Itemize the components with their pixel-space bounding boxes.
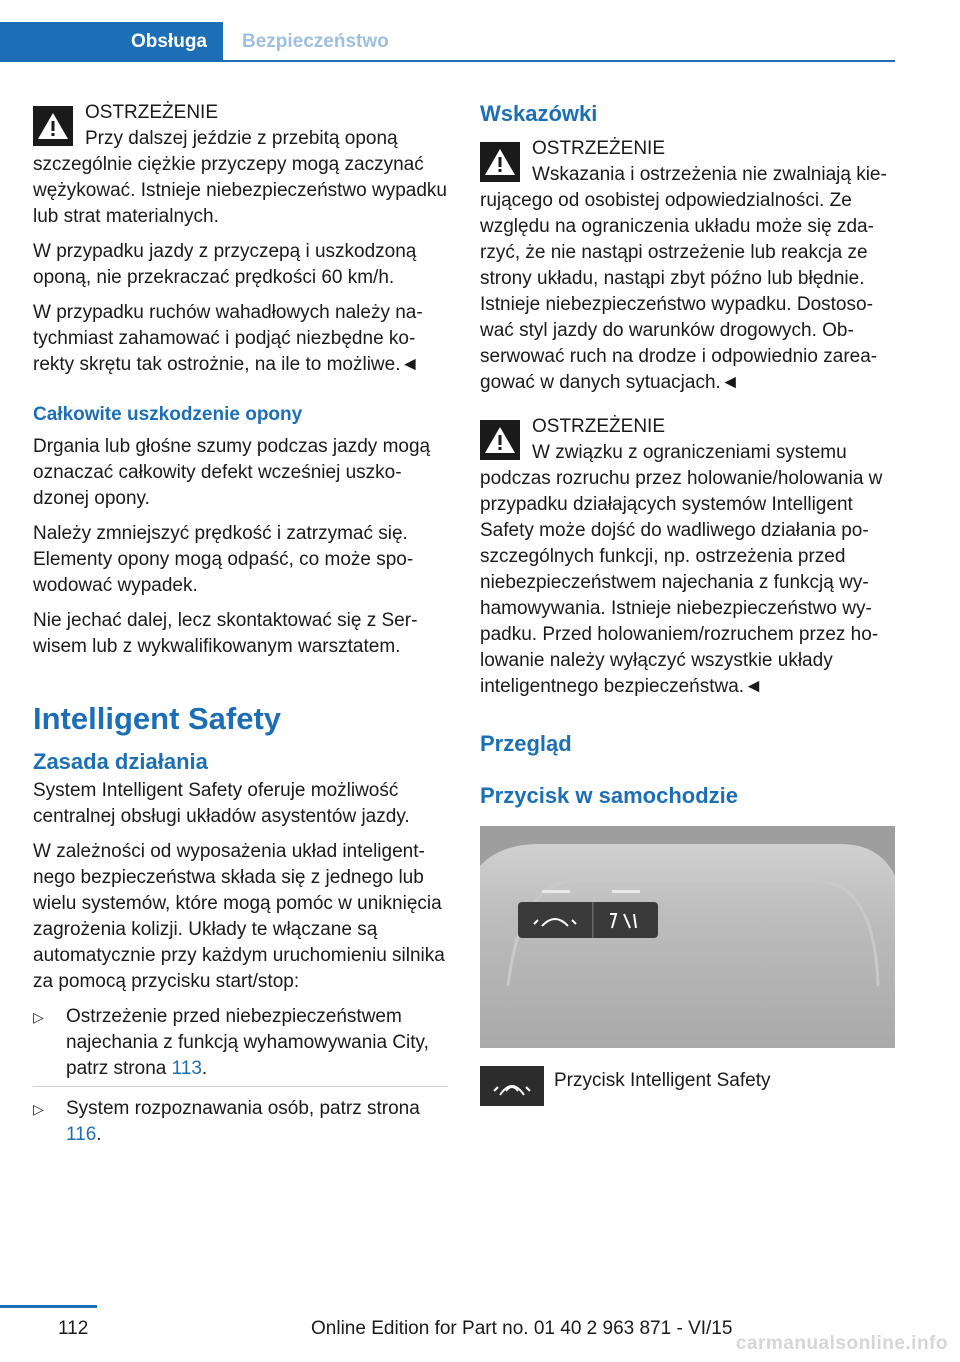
- triangle-bullet-icon: ▷: [33, 1101, 44, 1117]
- overview-heading: Przegląd: [480, 731, 572, 756]
- section-heading: Intelligent Safety: [33, 701, 282, 736]
- tips-heading: Wskazówki: [480, 101, 598, 126]
- caption-text: Przycisk Intelligent Safety: [554, 1070, 771, 1091]
- header-divider: [223, 60, 895, 62]
- list-item: ▷ Ostrzeżenie przed niebezpieczeństwem najechania z funkcją wyhamowywania City, patrz strona 113.: [33, 1004, 448, 1082]
- warning-text: Wskazania i ostrzeżenia nie zwalniają kierującego od osobistej odpowiedzialności. Ze względu na ograniczenia układu może się zdarzyć, że nie nastąpi ostrzeżenie lub reakcja ze strony układu, nastąpi zbyt późno lub błędnie. Istnieje niebezpieczeństwo wypadku. Dostosować styl jazdy do warunków drogowych. Obserwować ruch na drodze i odpowiednio zareagować w danych sytuacjach.◄: [480, 164, 887, 393]
- warning-title: OSTRZEŻENIE: [85, 102, 219, 123]
- intelligent-safety-icon: [480, 1066, 544, 1106]
- warning-title: OSTRZEŻENIE: [532, 138, 666, 159]
- paragraph: W zależności od wyposażenia układ inteligentnego bezpieczeństwa składa się z jednego lub wielu systemów, które mogą pomóc w uniknięcia zagrożenia kolizji. Układy te włączane są automatycznie przy każdym uruchomieniu silnika za pomocą przycisku start/stop:: [33, 841, 445, 992]
- left-column: [33, 100, 448, 1156]
- footer-divider: [0, 1305, 97, 1308]
- paragraph: System Intelligent Safety oferuje możliwość centralnej obsługi układów asystentów jazdy.: [33, 780, 410, 827]
- subsection-heading: Zasada działania: [33, 749, 208, 774]
- warning-text: W związku z ograniczeniami systemu podczas rozruchu przez holowanie/holowania w przypadku działających systemów Intelligent Safety może dojść do wadliwego działania poszczególnych funkcji, np. ostrzeżenia przed niebezpieczeństwem najechania z funkcją wyhamowywania. Istnieje niebezpieczeństwo wypadku. Przed holowaniem/rozruchem przez holowanie należy wyłączyć wszystkie układy inteligentnego bezpieczeństwa.◄: [480, 442, 883, 697]
- warning-block-2: [480, 136, 895, 396]
- warning-title: OSTRZEŻENIE: [532, 416, 666, 437]
- page-link-116[interactable]: 116: [66, 1124, 97, 1145]
- right-column: [480, 100, 895, 1106]
- tab-bezpieczenstwo[interactable]: Bezpieczeństwo: [242, 31, 389, 52]
- caption-row: [480, 1066, 895, 1106]
- warning-triangle-icon: [480, 420, 520, 460]
- subheading-tire-damage: Całkowite uszkodzenie opony: [33, 404, 303, 425]
- warning-block-1: [33, 100, 448, 230]
- warning-triangle-icon: [33, 106, 73, 146]
- paragraph: Drgania lub głośne szumy podczas jazdy mogą oznaczać całkowity defekt wcześniej uszkodzonej opony.: [33, 436, 431, 509]
- button-in-car-heading: Przycisk w samochodzie: [480, 783, 738, 808]
- systems-list: [33, 1004, 448, 1148]
- tab-obsluga[interactable]: Obsługa: [0, 22, 223, 62]
- intelligent-safety-button-photo: [480, 826, 895, 1048]
- paragraph: W przypadku jazdy z przyczepą i uszkodzoną oponą, nie przekraczać prędkości 60 km/h.: [33, 241, 417, 288]
- list-item: ▷ System rozpoznawania osób, patrz strona 116.: [33, 1098, 420, 1145]
- page-number: 112: [58, 1318, 89, 1339]
- page-link-113[interactable]: 113: [171, 1058, 202, 1079]
- warning-triangle-icon: [480, 142, 520, 182]
- paragraph: Nie jechać dalej, lecz skontaktować się z Serwisem lub z wykwalifikowanym warsztatem.: [33, 610, 418, 657]
- warning-text: Przy dalszej jeździe z przebitą oponą szczególnie ciężkie przyczepy mogą zaczynać wężykować. Istnieje niebezpieczeństwo wypadku lub strat materialnych.: [33, 128, 447, 227]
- warning-block-3: [480, 414, 895, 700]
- paragraph: W przypadku ruchów wahadłowych należy natychmiast zahamować i podjąć niezbędne korekty skrętu tak ostrożnie, na ile to możliwe.◄: [33, 302, 423, 375]
- paragraph: Należy zmniejszyć prędkość i zatrzymać się. Elementy opony mogą odpaść, co może spowodować wypadek.: [33, 523, 414, 596]
- edition-note: Online Edition for Part no. 01 40 2 963 871 - VI/15: [311, 1318, 733, 1339]
- triangle-bullet-icon: ▷: [33, 1009, 44, 1025]
- watermark: carmanualsonline.info: [735, 1333, 948, 1354]
